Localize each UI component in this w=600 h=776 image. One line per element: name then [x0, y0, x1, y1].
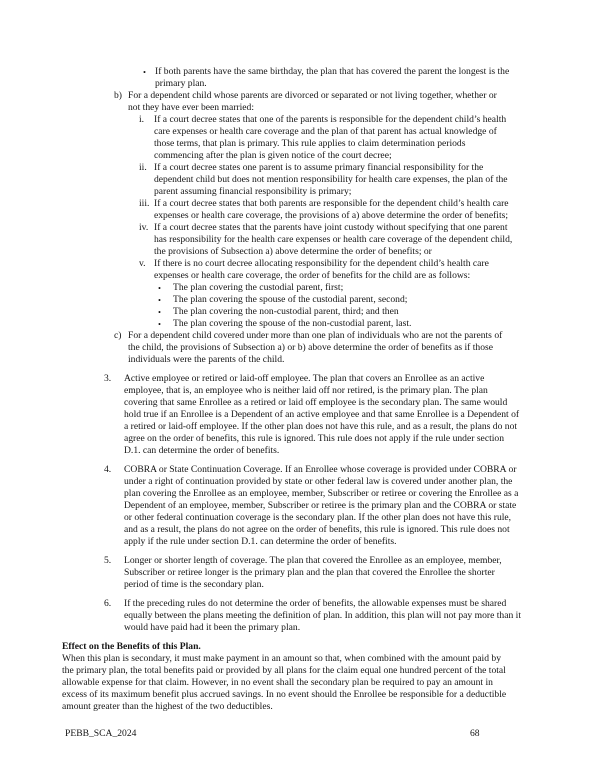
text-line: If the preceding rules do not determine the order of benefits, the allowable expenses must be shared [124, 598, 507, 609]
list-item [0, 162, 558, 198]
text-line: commencing after the plan is given notice of the court decree; [154, 150, 392, 161]
list-item [0, 294, 558, 306]
text-line: If a court decree states that the parents have joint custody without specifying that one parent [154, 222, 508, 233]
text-line: The plan covering the custodial parent, first; [173, 282, 344, 293]
list-marker: iii. [139, 198, 150, 209]
text-line: period of time is the secondary plan. [124, 579, 264, 590]
text-line: amount greater than the highest of the two deductibles. [62, 701, 273, 712]
list-marker: v. [139, 258, 146, 269]
text-line: the child, the provisions of Subsection a) or b) above determine the order of benefits as if those [128, 342, 493, 353]
list-marker: 4. [104, 464, 112, 475]
text-line: or other federal continuation coverage is the secondary plan. If the other plan does not have this rule, [124, 512, 512, 523]
text-line: agree on the order of benefits, this rule is ignored. This rule does not apply if the rule under section [124, 433, 505, 444]
text-line: expenses or health care coverage, the order of benefits for the child are as follows: [154, 270, 471, 281]
text-line: Effect on the Benefits of this Plan. [62, 641, 201, 652]
bullet-marker: • [158, 319, 161, 329]
list-item [0, 258, 558, 282]
list-marker: c) [114, 330, 122, 341]
text-line: excess of its maximum benefit plus accrued savings. In no event should the Enrollee be responsible for a deductible [62, 689, 507, 700]
list-item [0, 318, 558, 330]
text-line: hold true if an Enrollee is a Dependent of an active employee and that same Enrollee is a Dependent of [124, 409, 520, 420]
list-item [0, 222, 558, 258]
text-line: plan covering the Enrollee as an employee, member, Subscriber or retiree or covering the Enrollee as a [124, 488, 519, 499]
footer-doc-id: PEBB_SCA_2024 [65, 728, 137, 739]
text-line: Active employee or retired or laid-off employee. The plan that covers an Enrollee as an active [124, 373, 485, 384]
bullet-marker: • [158, 283, 161, 293]
text-line: Longer or shorter length of coverage. The plan that covered the Enrollee as an employee, member, [124, 555, 502, 566]
list-item [0, 198, 558, 222]
text-line: and as a result, the plans do not agree on the order of benefits, this rule is ignored. This rule does not [124, 524, 510, 535]
text-line: D.1. can determine the order of benefits. [124, 445, 280, 456]
list-item [0, 555, 558, 591]
section-heading [0, 641, 558, 653]
text-line: For a dependent child covered under more than one plan of individuals who are not the parents of [128, 330, 503, 341]
text-line: parent assuming financial responsibility is primary; [154, 186, 352, 197]
text-line: dependent child but does not mention responsibility for health care expenses, the plan of the [154, 174, 508, 185]
text-line: expenses or health care coverage, the provisions of a) above determine the order of benefits; [154, 210, 509, 221]
text-line: If a court decree states that one of the parents is responsible for the dependent child’s health [154, 114, 507, 125]
text-line: would have paid had it been the primary plan. [124, 622, 301, 633]
text-line: Subscriber or retiree longer is the primary plan and the plan that covered the Enrollee the shorter [124, 567, 495, 578]
bullet-marker: • [158, 307, 161, 317]
list-item [0, 114, 558, 162]
text-line: If there is no court decree allocating responsibility for the dependent child’s health care [154, 258, 489, 269]
list-marker: b) [114, 90, 122, 101]
bullet-marker: • [143, 67, 146, 77]
list-item [0, 464, 558, 548]
text-line: equally between the plans meeting the definition of plan. In addition, this plan will not pay more than it [124, 610, 521, 621]
list-marker: 6. [104, 598, 112, 609]
text-line: individuals were the parents of the child. [128, 354, 285, 365]
text-line: If a court decree states that both parents are responsible for the dependent child’s health care [154, 198, 509, 209]
text-line: apply if the rule under section D.1. can determine the order of benefits. [124, 536, 397, 547]
list-marker: 5. [104, 555, 112, 566]
list-item [0, 90, 558, 114]
list-item [0, 282, 558, 294]
text-line: allowable expense for that claim. However, in no event shall the secondary plan be required to pay an amount in [62, 677, 493, 688]
text-line: If both parents have the same birthday, the plan that has covered the parent the longest is the [155, 66, 510, 77]
text-line: When this plan is secondary, it must make payment in an amount so that, when combined with the amount paid by [62, 653, 502, 664]
text-line: under a right of continuation provided by state or other federal law is covered under another plan, the [124, 476, 513, 487]
list-marker: ii. [139, 162, 147, 173]
list-marker: i. [139, 114, 145, 125]
text-line: primary plan. [155, 78, 207, 89]
list-item [0, 66, 558, 90]
list-item [0, 306, 558, 318]
list-item [0, 373, 558, 457]
text-line: The plan covering the non-custodial parent, third; and then [173, 306, 399, 317]
text-line: not they have ever been married: [128, 102, 254, 113]
text-line: employee, that is, an employee who is neither laid off nor retired, is the primary plan. The plan [124, 385, 488, 396]
text-line: covering that same Enrollee as a retired or laid off employee is the secondary plan. The same would [124, 397, 508, 408]
text-line: For a dependent child whose parents are divorced or separated or not living together, whether or [128, 90, 497, 101]
bullet-marker: • [158, 295, 161, 305]
footer-page-number: 68 [470, 728, 480, 739]
text-line: Dependent of an employee, member, Subscriber or retiree is the primary plan and the COBRA or state [124, 500, 517, 511]
list-marker: iv. [139, 222, 149, 233]
text-line: care expenses or health care coverage and the plan of that parent has actual knowledge of [154, 126, 497, 137]
document-body [0, 66, 558, 713]
text-line: The plan covering the spouse of the non-custodial parent, last. [173, 318, 412, 329]
list-item [0, 330, 558, 366]
text-line: COBRA or State Continuation Coverage. If an Enrollee whose coverage is provided under COBRA or [124, 464, 517, 475]
text-line: those terms, that plan is primary. This rule applies to claim determination periods [154, 138, 466, 149]
text-line: The plan covering the spouse of the custodial parent, second; [173, 294, 408, 305]
paragraph [0, 653, 558, 713]
list-marker: 3. [104, 373, 112, 384]
list-item [0, 598, 558, 634]
text-line: a retired or laid-off employee. If the other plan does not have this rule, and as a result, the plans do not [124, 421, 518, 432]
text-line: the provisions of Subsection a) above determine the order of benefits; or [154, 246, 432, 257]
text-line: If a court decree states one parent is to assume primary financial responsibility for the [154, 162, 484, 173]
text-line: has responsibility for the health care expenses or health care coverage of the dependent child, [154, 234, 513, 245]
text-line: the primary plan, the total benefits paid or provided by all plans for the claim equal one hundred percent of the total [62, 665, 506, 676]
